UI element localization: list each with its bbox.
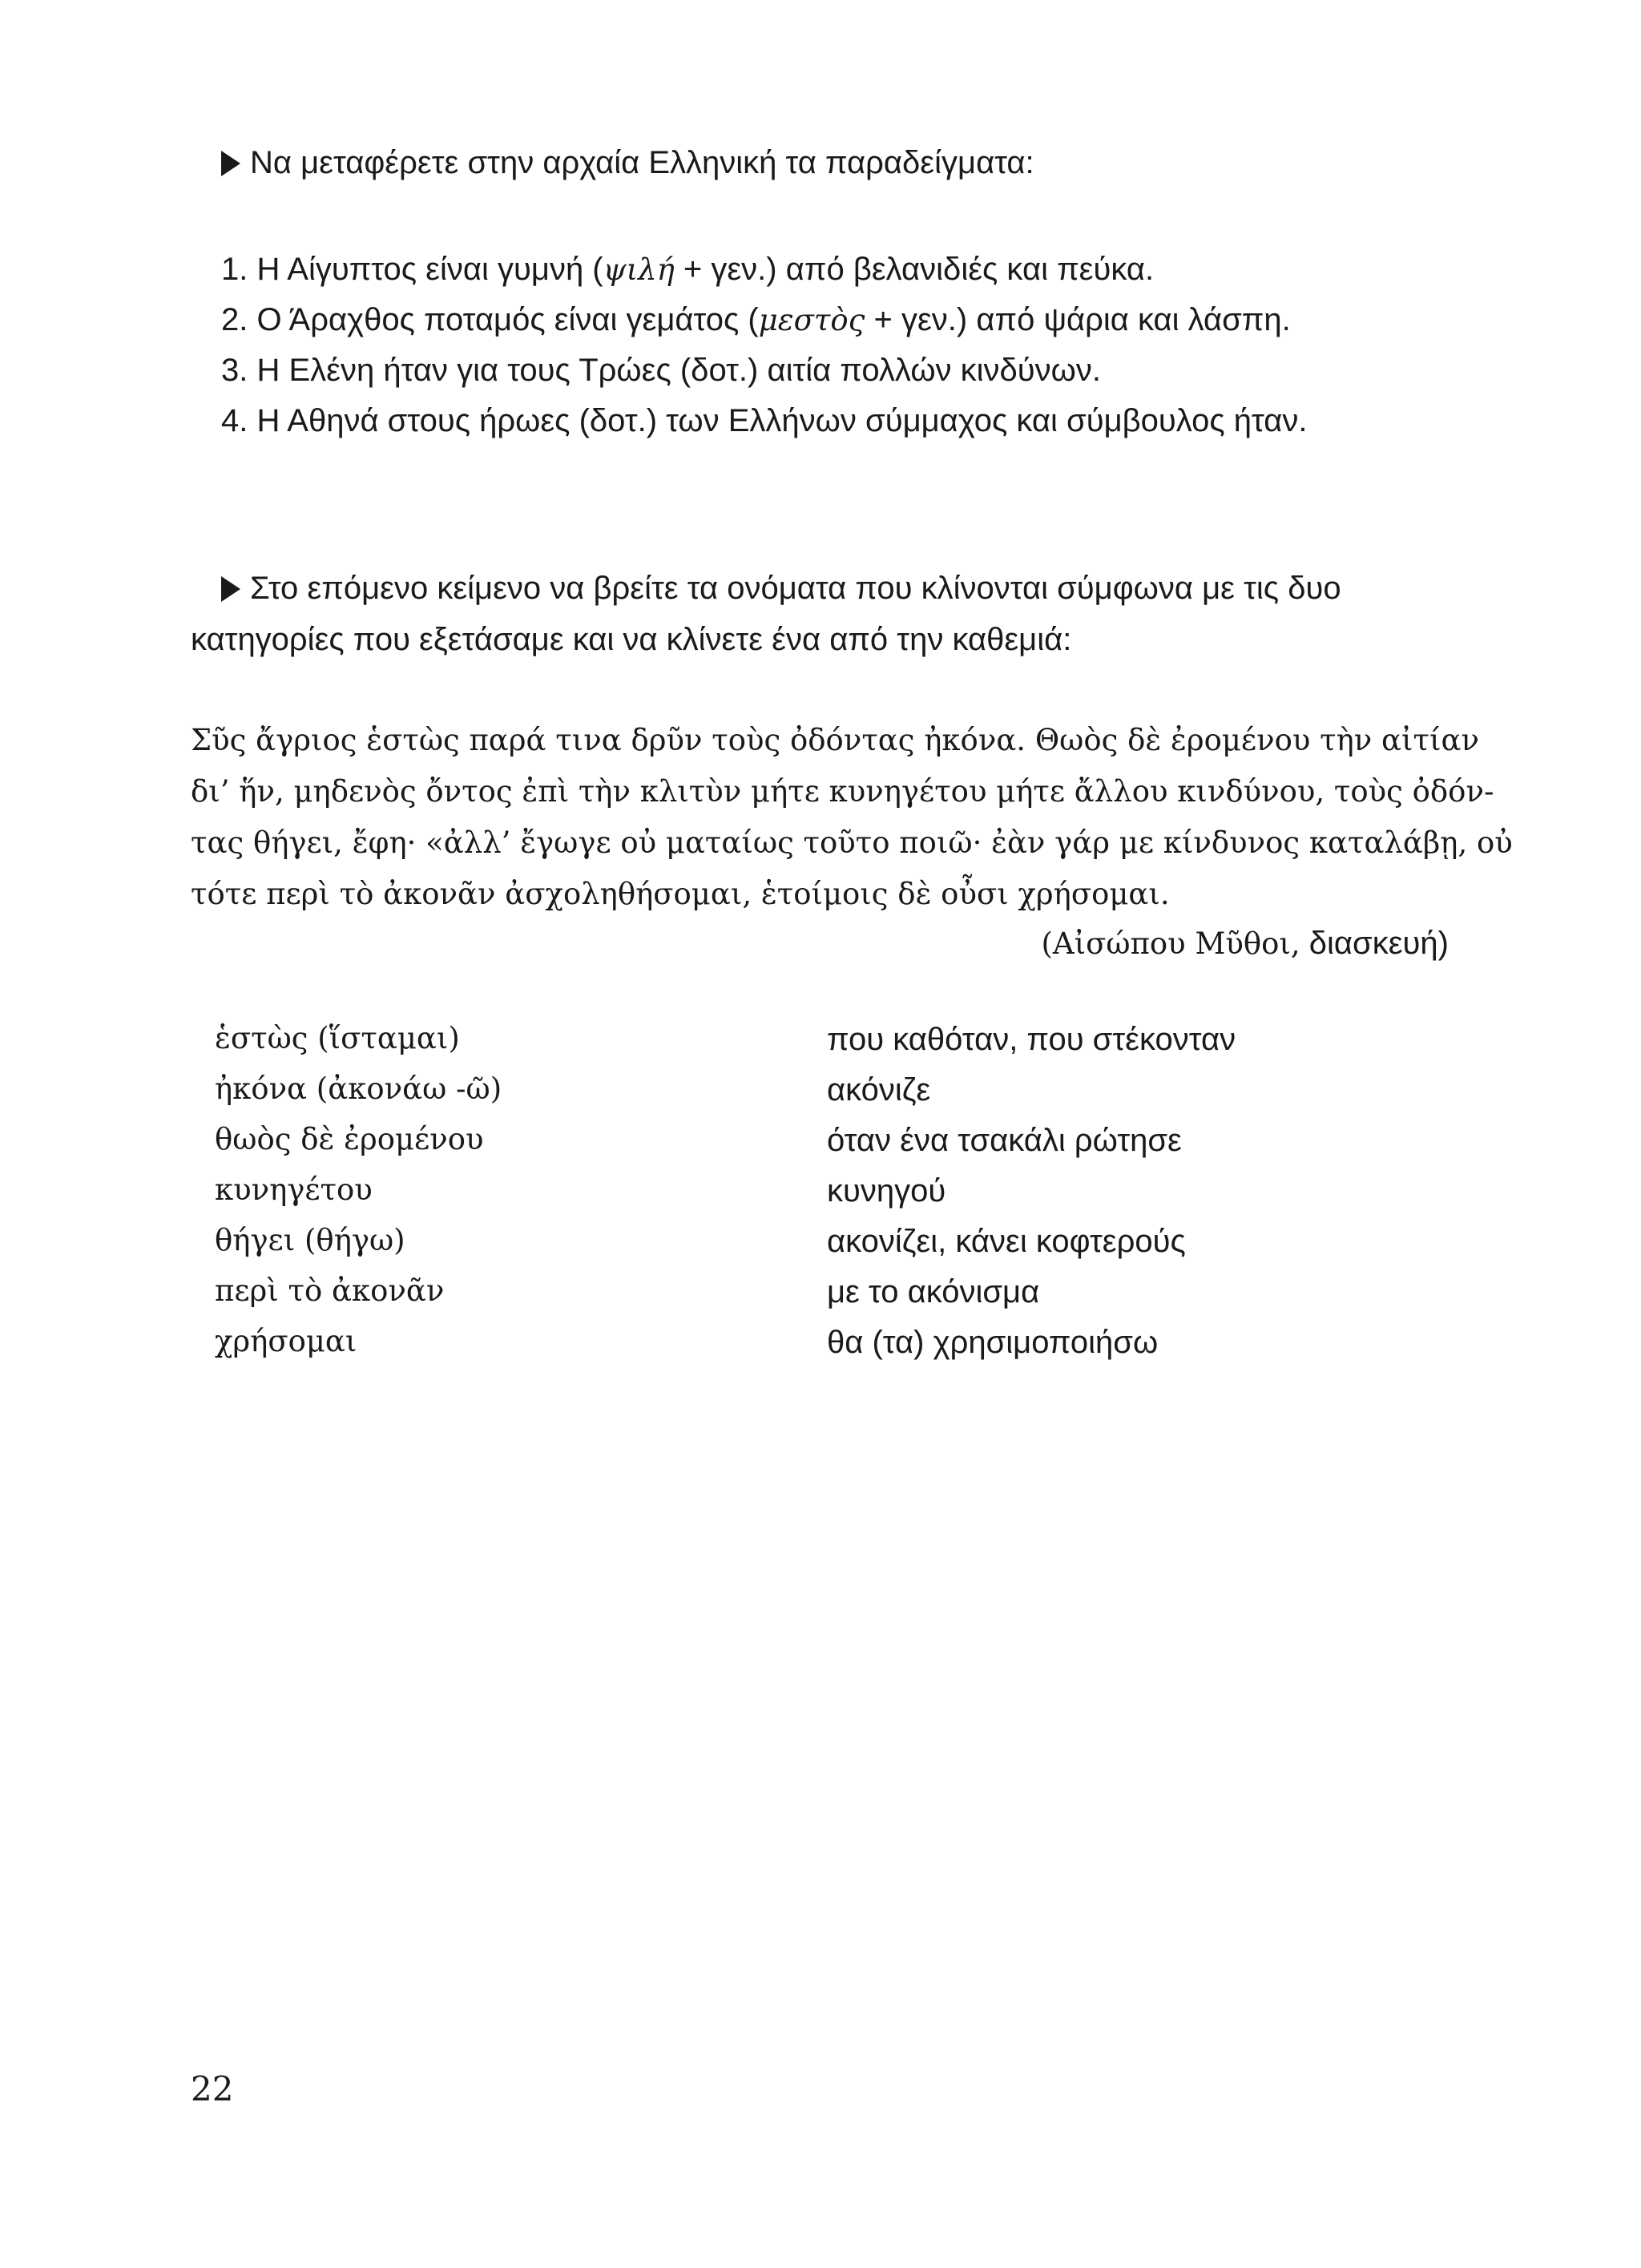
item-text-end: + γεν.) από βελανιδιές και πεύκα. (674, 252, 1155, 287)
vocab-meaning: θα (τα) χρησιμοποιήσω (827, 1325, 1159, 1360)
exercise1-title (221, 147, 1034, 179)
vocab-meaning: ακονίζει, κάνει κοφτερούς (827, 1224, 1186, 1259)
exercise2-title (221, 572, 1341, 604)
item-text: 4. Η Αθηνά στους ήρωες (δοτ.) των Ελλήνων σύμμαχος και σύμβουλος ήταν. (221, 403, 1308, 438)
passage-line: Σῦς ἄγριος ἑστὼς παρά τινα δρῦν τοὺς ὀδόντας ἠκόνα. Θωὸς δὲ ἐρομένου τὴν αἰτίαν (191, 723, 1479, 757)
page-number: 22 (191, 2069, 234, 2109)
vocab-meaning: όταν ένα τσακάλι ρώτησε (827, 1123, 1182, 1158)
vocab-meaning: ακόνιζε (827, 1072, 931, 1108)
vocab-meaning: με το ακόνισμα (827, 1274, 1040, 1310)
exercise2-title-line2: κατηγορίες που εξετάσαμε και να κλίνετε ένα από την καθεμιά: (191, 622, 1072, 657)
vocab-term: περὶ τὸ ἀκονᾶν (215, 1273, 445, 1308)
vocab-term: κυνηγέτου (215, 1172, 373, 1207)
vocab-term: χρήσομαι (215, 1324, 357, 1358)
passage-line: δι’ ἥν, μηδενὸς ὄντος ἐπὶ τὴν κλιτὺν μήτε κυνηγέτου μήτε ἄλλου κινδύνου, τοὺς ὀδόν- (191, 774, 1494, 809)
arrow-bullet-icon (221, 576, 240, 602)
item-text: 3. Η Ελένη ήταν για τους Τρώες (δοτ.) αιτία πολλών κινδύνων. (221, 353, 1102, 388)
source-title: (Αἰσώπου Μῦθοι, (1041, 926, 1300, 961)
source-note: διασκευή) (1300, 926, 1449, 961)
vocab-term: θωὸς δὲ ἐρομένου (215, 1122, 484, 1156)
arrow-bullet-icon (221, 151, 240, 176)
vocab-term: ἑστὼς (ἵσταμαι) (215, 1021, 460, 1055)
exercise1-item (221, 405, 1308, 437)
vocab-meaning: που καθόταν, που στέκονταν (827, 1022, 1236, 1057)
exercise1-item (221, 354, 1101, 386)
exercise2-title-line1: Στο επόμενο κείμενο να βρείτε τα ονόματα που κλίνονται σύμφωνα με τις δυο (250, 571, 1341, 606)
exercise1-item (221, 304, 1291, 336)
item-greek-word: μεστὸς (758, 303, 865, 337)
passage-line: τότε περὶ τὸ ἀκονᾶν ἀσχοληθήσομαι, ἑτοίμοις δὲ οὖσι χρήσομαι. (191, 877, 1170, 911)
passage-line: τας θήγει, ἔφη· «ἀλλ’ ἔγωγε οὐ ματαίως τοῦτο ποιῶ· ἐὰν γάρ με κίνδυνος καταλάβῃ, οὐ (191, 825, 1513, 860)
vocab-meaning: κυνηγού (827, 1173, 946, 1209)
item-text: 1. Η Αίγυπτος είναι γυμνή ( (221, 252, 603, 287)
item-greek-word: ψιλή (603, 252, 675, 287)
vocab-term: ἠκόνα (ἀκονάω -ῶ) (215, 1071, 502, 1106)
vocab-term: θήγει (θήγω) (215, 1223, 405, 1257)
item-text: 2. Ο Άραχθος ποταμός είναι γεμάτος ( (221, 302, 759, 337)
exercise1-title-text: Να μεταφέρετε στην αρχαία Ελληνική τα παραδείγματα: (250, 145, 1034, 180)
passage-source (1042, 927, 1449, 959)
item-text-end: + γεν.) από ψάρια και λάσπη. (865, 302, 1291, 337)
exercise1-item (221, 253, 1154, 285)
